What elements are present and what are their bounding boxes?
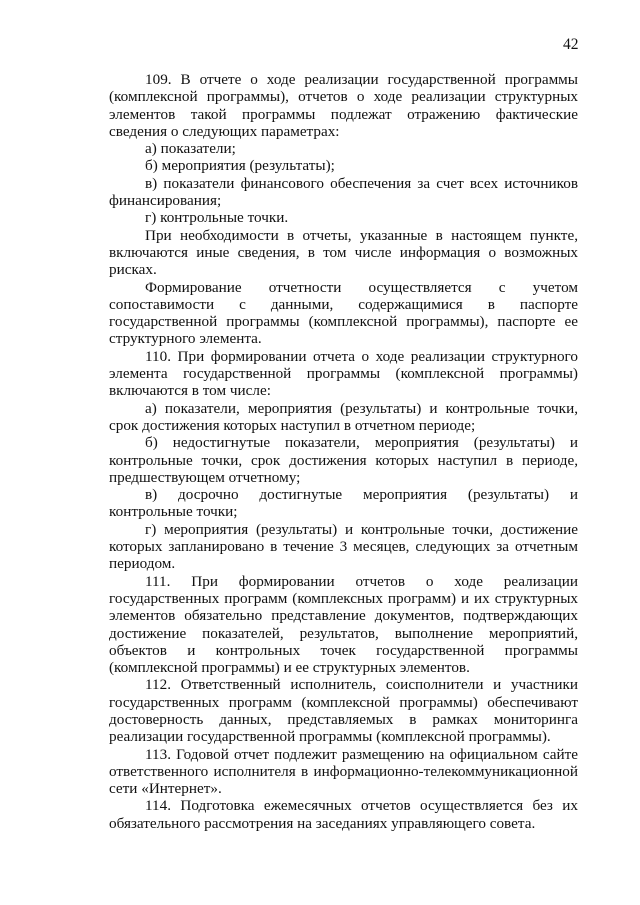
list-item-g: г) контрольные точки. <box>145 209 289 227</box>
page-number: 42 <box>563 36 579 53</box>
paragraph-additional-info: При необходимости в отчеты, указанные в настоящем пункте, включаются иные сведения, в том числе информация о возможных рисках. <box>109 226 578 279</box>
list-item-110-g: г) мероприятия (результаты) и контрольные точки, достижение которых запланировано в течение 3 месяцев, следующих за отчетным периодом. <box>109 520 578 573</box>
paragraph-reporting-comparability: Формирование отчетности осуществляется с учетом сопоставимости с данными, содержащимися в паспорте государственной программы (комплексной программы), паспорте ее структурного элемента. <box>109 278 578 348</box>
list-item-110-v: в) досрочно достигнутые мероприятия (результаты) и контрольные точки; <box>109 486 578 521</box>
paragraph-114: 114. Подготовка ежемесячных отчетов осуществляется без их обязательного рассмотрения на заседаниях управляющего совета. <box>109 797 578 832</box>
paragraph-110: 110. При формировании отчета о ходе реализации структурного элемента государственной программы (комплексной программы) включаются в том числе: <box>109 347 578 400</box>
paragraph-109: 109. В отчете о ходе реализации государственной программы (комплексной программы), отчетов о ходе реализации структурных элементов такой программы подлежат отражению фактические сведения о следующих параметрах: <box>109 71 578 140</box>
list-item-110-a: а) показатели, мероприятия (результаты) и контрольные точки, срок достижения которых наступил в отчетном периоде; <box>109 399 578 434</box>
list-item-110-b: б) недостигнутые показатели, мероприятия (результаты) и контрольные точки, срок достижения которых наступил в периоде, предшествующем отчетному; <box>109 434 578 486</box>
list-item-v: в) показатели финансового обеспечения за счет всех источников финансирования; <box>109 174 578 210</box>
list-item-a: а) показатели; <box>145 140 236 158</box>
list-item-b: б) мероприятия (результаты); <box>145 157 335 175</box>
paragraph-112: 112. Ответственный исполнитель, соисполнители и участники государственных программ (комплексной программы) обеспечивают достоверность данных, представляемых в рамках мониторинга реализации государственной программы (комплексной программы). <box>109 676 578 746</box>
paragraph-111: 111. При формировании отчетов о ходе реализации государственных программ (комплексных программ) и их структурных элементов обязательно представление документов, подтверждающих достижение показателей, результатов, выполнение мероприятий, объектов и контрольных точек государственной программы (комплексной программы) и ее структурных элементов. <box>109 572 578 677</box>
paragraph-113: 113. Годовой отчет подлежит размещению на официальном сайте ответственного исполнителя в информационно-телекоммуникационной сети «Интернет». <box>109 745 578 798</box>
document-body <box>109 71 578 832</box>
